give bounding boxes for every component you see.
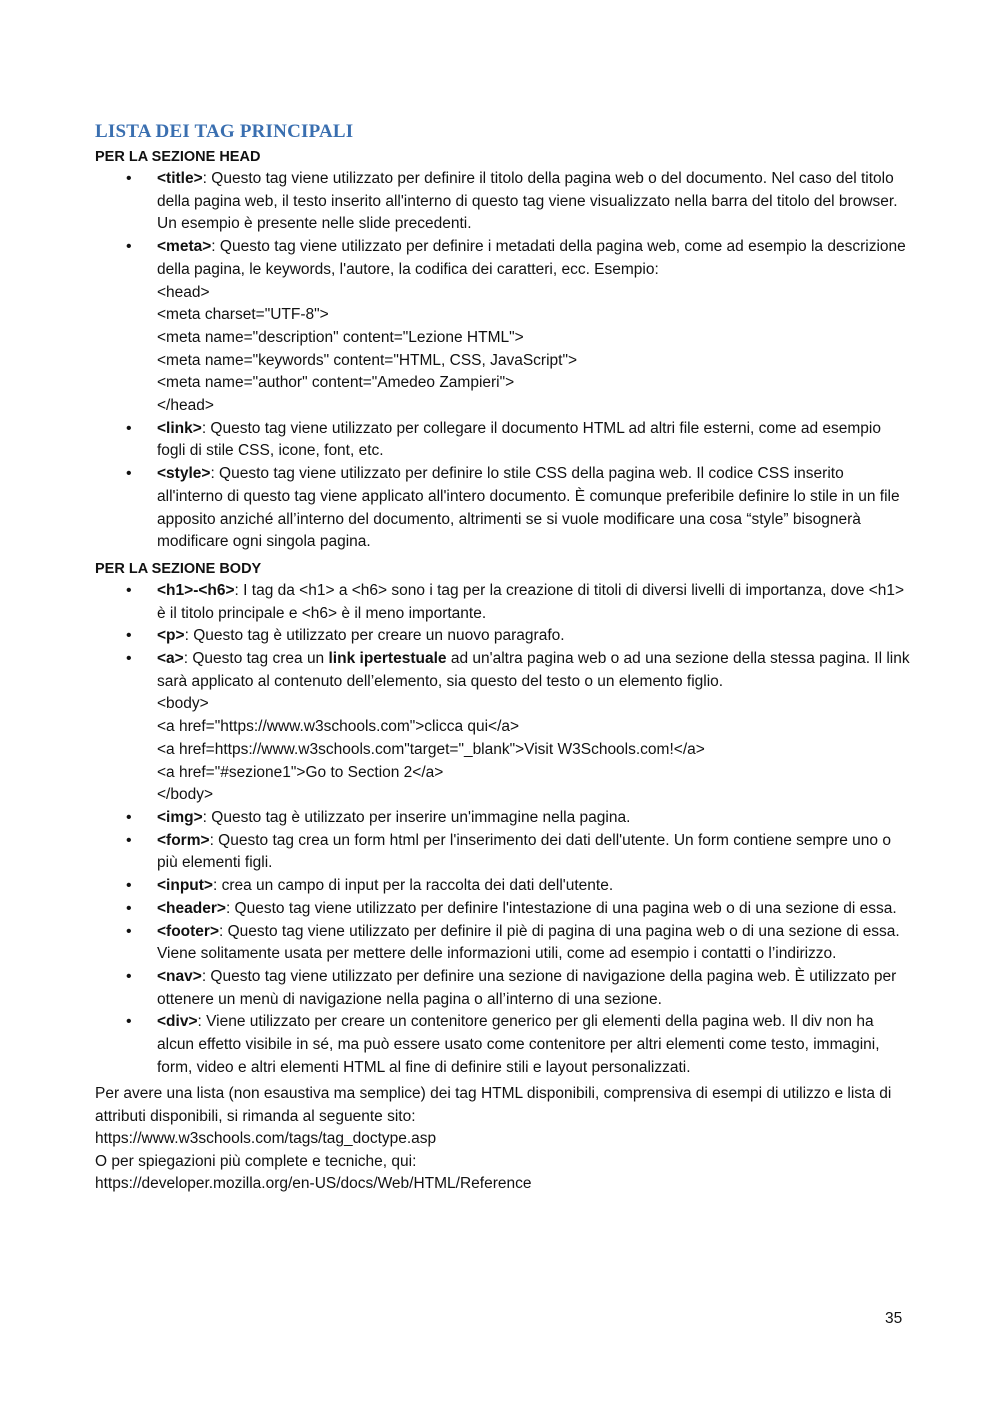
list-item-nav [95, 966, 910, 1011]
list-item-a [95, 648, 910, 807]
list-item-title [95, 168, 910, 236]
code-example-line: <head> [157, 283, 210, 301]
body-tag-list [95, 580, 910, 1079]
page-title: LISTA DEI TAG PRINCIPALI [95, 121, 354, 142]
tag-name: <input> [157, 877, 213, 895]
bullet-icon: • [126, 238, 132, 256]
bullet-icon: • [126, 170, 132, 187]
tag-description: : Questo tag è utilizzato per creare un nuovo paragrafo. [184, 627, 565, 645]
bullet-icon: • [126, 877, 132, 895]
tag-name: <h1>-<h6> [157, 581, 235, 599]
tag-description: : Questo tag crea un form html per l'inserimento dei dati dell'utente. Un form contiene sempre uno o più elementi figli. [157, 831, 891, 872]
emphasis-text: link ipertestuale [328, 650, 447, 668]
tag-description: ad un'altra pagina web o ad una sezione della stessa pagina. Il link sarà applicato al contenuto dell’elemento, sia questo del testo o un elemento figlio. [157, 650, 910, 690]
tag-name: <header> [157, 899, 226, 917]
list-item-form [95, 830, 910, 875]
bullet-icon: • [126, 581, 132, 599]
code-example-line: </body> [157, 786, 214, 804]
list-item-input [95, 875, 910, 898]
list-item-headings [95, 580, 910, 625]
tag-description: : I tag da <h1> a <h6> sono i tag per la creazione di titoli di diversi livelli di importanza, dove <h1> è il titolo principale e <h6> è il meno importante. [157, 581, 905, 622]
tag-name: <footer> [157, 922, 220, 940]
tag-description: : Questo tag viene utilizzato per definire una sezione di navigazione della pagina web. È utilizzato per ottenere un menù di navigazione nella pagina o all’interno di una sezione. [157, 967, 897, 1008]
tag-description: : Questo tag viene utilizzato per definire il titolo della pagina web o del documento. Nel caso del titolo della pagina web, il testo inserito all'interno di questo tag viene visualizzato nella barra del titolo del browser. Un esempio è presente nelle slide precedenti. [157, 170, 898, 233]
tag-description: : Questo tag viene utilizzato per definire l'intestazione di una pagina web o di una sezione di essa. [225, 899, 897, 917]
code-example-line: <a href=https://www.w3schools.com"target="_blank">Visit W3Schools.com!</a> [157, 740, 705, 758]
bullet-icon: • [126, 650, 132, 668]
tag-name: <title> [157, 170, 203, 187]
tag-name: <p> [157, 627, 185, 645]
bullet-icon: • [126, 808, 132, 826]
tag-name: <meta> [157, 238, 212, 256]
tag-name: <nav> [157, 967, 202, 985]
list-item-style [95, 463, 910, 554]
tag-name: <form> [157, 831, 210, 849]
bullet-icon: • [126, 1013, 132, 1031]
tag-description: : Questo tag viene utilizzato per definire lo stile CSS della pagina web. Il codice CSS inserito all'interno di questo tag viene applicato all'intero documento. È comunque preferibile definire lo stile in un file apposito anziché all’interno del documento, altrimenti se si vuole modificare una cosa “style” bisognerà modificare ogni singola pagina. [157, 465, 900, 551]
mdn-reference-link[interactable]: https://developer.mozilla.org/en-US/docs/Web/HTML/Reference [95, 1175, 532, 1193]
code-example-line: </head> [157, 397, 214, 415]
closing-text: O per spiegazioni più complete e tecniche, qui: [95, 1152, 417, 1170]
bullet-icon: • [126, 831, 132, 849]
code-example-line: <body> [157, 695, 209, 713]
bullet-icon: • [126, 419, 132, 437]
closing-text: Per avere una lista (non esaustiva ma semplice) dei tag HTML disponibili, comprensiva di esempi di utilizzo e lista di attributi disponibili, si rimanda al seguente sito: [95, 1085, 892, 1125]
tag-name: <style> [157, 465, 211, 483]
page-number: 35 [885, 1310, 903, 1327]
code-example-line: <meta name="description" content="Lezione HTML"> [157, 328, 524, 346]
code-example-line: <meta charset="UTF-8"> [157, 306, 329, 324]
w3schools-reference-link[interactable]: https://www.w3schools.com/tags/tag_doctype.asp [95, 1130, 437, 1148]
tag-description: : Viene utilizzato per creare un contenitore generico per gli elementi della pagina web. Il div non ha alcun effetto visibile in sé, ma può essere usato come contenitore per altri elementi come testo, immagini, form, video e altri elementi HTML al fine di definire stili e layout personalizzati. [157, 1013, 880, 1076]
head-section-heading: PER LA SEZIONE HEAD [95, 149, 261, 165]
tag-name: <a> [157, 650, 184, 668]
bullet-icon: • [126, 465, 132, 483]
body-section-heading: PER LA SEZIONE BODY [95, 560, 262, 577]
list-item-meta [95, 236, 910, 418]
list-item-p [95, 625, 910, 648]
tag-description: : Questo tag viene utilizzato per collegare il documento HTML ad altri file esterni, come ad esempio fogli di stile CSS, icone, font, etc. [157, 419, 881, 460]
tag-description: : crea un campo di input per la raccolta dei dati dell'utente. [212, 877, 614, 895]
bullet-icon: • [126, 922, 132, 940]
tag-name: <link> [157, 419, 202, 437]
bullet-icon: • [126, 967, 132, 985]
closing-paragraph [95, 1083, 910, 1196]
code-example-line: <meta name="keywords" content="HTML, CSS, JavaScript"> [157, 351, 578, 369]
tag-name: <img> [157, 808, 203, 826]
tag-description: : Questo tag viene utilizzato per definire i metadati della pagina web, come ad esempio la descrizione della pagina, le keywords, l'autore, la codifica dei caratteri, ecc. Esempio: [157, 238, 906, 278]
head-tag-list [95, 168, 910, 554]
tag-name: <div> [157, 1013, 198, 1031]
code-example-line: <meta name="author" content="Amedeo Zampieri"> [157, 374, 515, 392]
list-item-header [95, 898, 910, 921]
tag-description: : Questo tag crea un [183, 650, 329, 668]
list-item-footer [95, 921, 910, 966]
code-example-line: <a href="#sezione1">Go to Section 2</a> [157, 763, 444, 781]
tag-description: : Questo tag viene utilizzato per definire il piè di pagina di una pagina web o di una sezione di essa. Viene solitamente usata per mettere delle informazioni utili, come ad esempio i contatti o l’indirizzo. [157, 922, 900, 963]
list-item-link [95, 418, 910, 463]
list-item-div [95, 1011, 910, 1079]
tag-description: : Questo tag è utilizzato per inserire un'immagine nella pagina. [202, 808, 631, 826]
code-example-line: <a href="https://www.w3schools.com">clicca qui</a> [157, 718, 520, 736]
bullet-icon: • [126, 627, 132, 645]
bullet-icon: • [126, 899, 132, 917]
document-page [95, 118, 910, 1196]
list-item-img [95, 807, 910, 830]
